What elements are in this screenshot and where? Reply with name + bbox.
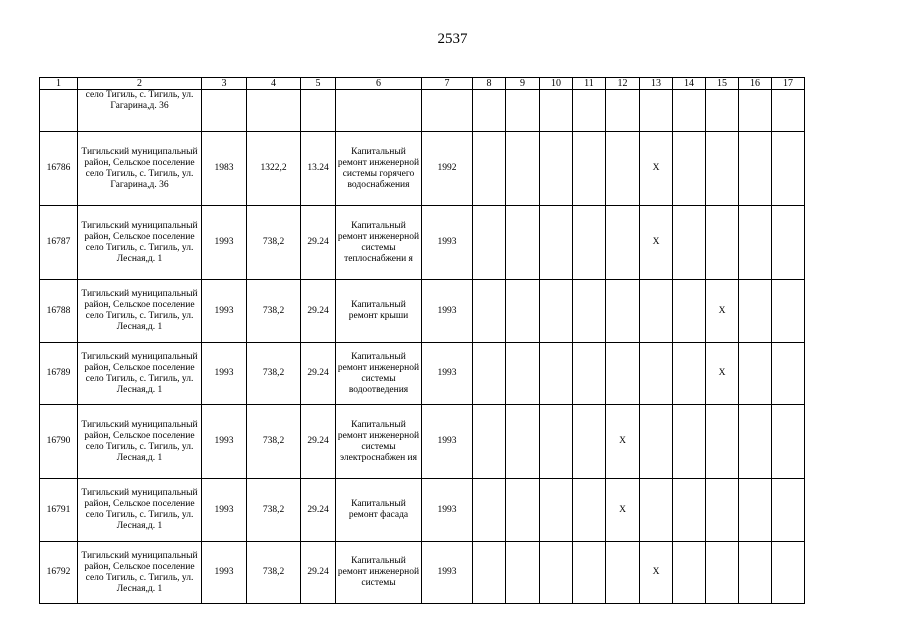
table-row (40, 132, 805, 206)
column-header: 11 (573, 78, 606, 90)
table-row (40, 206, 805, 280)
cell-empty (673, 90, 706, 132)
cell-empty (772, 280, 805, 343)
cell-mark: X (606, 479, 640, 542)
cell-empty (40, 90, 78, 132)
cell-empty (673, 206, 706, 280)
cell-empty (640, 343, 673, 405)
table-row (40, 479, 805, 542)
cell-empty (540, 280, 573, 343)
cell-year-work: 1993 (422, 206, 473, 280)
cell-empty (573, 405, 606, 479)
cell-year: 1993 (202, 542, 247, 604)
cell-empty (540, 132, 573, 206)
cell-empty (473, 280, 506, 343)
cell-year-work: 1992 (422, 132, 473, 206)
cell-year-work: 1993 (422, 280, 473, 343)
header-row (40, 78, 805, 90)
cell-empty (473, 479, 506, 542)
table-row-partial (40, 90, 805, 132)
cell-empty (739, 280, 772, 343)
cell-empty (573, 542, 606, 604)
cell-id: 16787 (40, 206, 78, 280)
cell-work-type: Капитальный ремонт фасада (336, 479, 422, 542)
cell-year-work: 1993 (422, 405, 473, 479)
cell-value: 29.24 (301, 206, 336, 280)
cell-address: Тигильский муниципальный район, Сельское поселение село Тигиль, с. Тигиль, ул. Лесная,д. 1 (78, 280, 202, 343)
cell-address: Тигильский муниципальный район, Сельское поселение село Тигиль, с. Тигиль, ул. Лесная,д. 1 (78, 405, 202, 479)
column-header: 6 (336, 78, 422, 90)
cell-empty (739, 132, 772, 206)
cell-empty (540, 206, 573, 280)
cell-empty (706, 479, 739, 542)
cell-empty (772, 479, 805, 542)
cell-year: 1993 (202, 206, 247, 280)
cell-empty (606, 343, 640, 405)
cell-empty (606, 132, 640, 206)
cell-empty (202, 90, 247, 132)
cell-empty (772, 90, 805, 132)
data-table (39, 77, 805, 604)
column-header: 16 (739, 78, 772, 90)
cell-empty (706, 90, 739, 132)
table-row (40, 542, 805, 604)
cell-work-type: Капитальный ремонт инженерной системы (336, 542, 422, 604)
cell-empty (506, 206, 540, 280)
table-body (40, 78, 805, 604)
cell-empty (506, 479, 540, 542)
cell-empty (706, 405, 739, 479)
cell-empty (706, 132, 739, 206)
cell-empty (540, 343, 573, 405)
cell-mark: X (706, 343, 739, 405)
cell-id: 16788 (40, 280, 78, 343)
cell-empty (606, 280, 640, 343)
cell-empty (247, 90, 301, 132)
cell-year: 1993 (202, 479, 247, 542)
cell-empty (640, 479, 673, 542)
cell-year: 1983 (202, 132, 247, 206)
cell-year-work: 1993 (422, 479, 473, 542)
column-header: 13 (640, 78, 673, 90)
cell-area: 738,2 (247, 206, 301, 280)
cell-empty (540, 405, 573, 479)
cell-area: 738,2 (247, 405, 301, 479)
cell-value: 29.24 (301, 542, 336, 604)
cell-mark: X (640, 206, 673, 280)
table-row (40, 343, 805, 405)
cell-work-type: Капитальный ремонт инженерной системы электроснабжен ия (336, 405, 422, 479)
cell-empty (640, 405, 673, 479)
cell-id: 16789 (40, 343, 78, 405)
cell-mark: X (606, 405, 640, 479)
cell-value: 29.24 (301, 280, 336, 343)
cell-empty (473, 206, 506, 280)
cell-empty (673, 280, 706, 343)
column-header: 17 (772, 78, 805, 90)
cell-empty (540, 479, 573, 542)
cell-area: 1322,2 (247, 132, 301, 206)
cell-empty (506, 132, 540, 206)
cell-empty (473, 542, 506, 604)
column-header: 10 (540, 78, 573, 90)
cell-empty (673, 343, 706, 405)
cell-empty (673, 132, 706, 206)
cell-value: 29.24 (301, 343, 336, 405)
column-header: 5 (301, 78, 336, 90)
cell-empty (540, 90, 573, 132)
cell-empty (506, 90, 540, 132)
column-header: 8 (473, 78, 506, 90)
cell-area: 738,2 (247, 542, 301, 604)
cell-value: 29.24 (301, 405, 336, 479)
page-number: 2537 (437, 31, 468, 47)
cell-empty (506, 405, 540, 479)
cell-empty (573, 90, 606, 132)
cell-empty (673, 542, 706, 604)
table-row (40, 280, 805, 343)
cell-year-work: 1993 (422, 542, 473, 604)
cell-address: Тигильский муниципальный район, Сельское поселение село Тигиль, с. Тигиль, ул. Гагарина,д. 36 (78, 132, 202, 206)
cell-area: 738,2 (247, 280, 301, 343)
column-header: 4 (247, 78, 301, 90)
cell-year: 1993 (202, 343, 247, 405)
cell-empty (673, 405, 706, 479)
column-header: 2 (78, 78, 202, 90)
cell-empty (739, 479, 772, 542)
cell-empty (473, 90, 506, 132)
cell-empty (739, 343, 772, 405)
column-header: 1 (40, 78, 78, 90)
cell-empty (706, 206, 739, 280)
cell-empty (640, 280, 673, 343)
column-header: 3 (202, 78, 247, 90)
cell-id: 16786 (40, 132, 78, 206)
cell-empty (739, 542, 772, 604)
cell-address: Тигильский муниципальный район, Сельское поселение село Тигиль, с. Тигиль, ул. Лесная,д. 1 (78, 343, 202, 405)
cell-empty (336, 90, 422, 132)
cell-empty (573, 343, 606, 405)
cell-empty (473, 405, 506, 479)
cell-address: Тигильский муниципальный район, Сельское поселение село Тигиль, с. Тигиль, ул. Лесная,д. 1 (78, 542, 202, 604)
cell-empty (739, 206, 772, 280)
cell-empty (573, 280, 606, 343)
cell-id: 16790 (40, 405, 78, 479)
cell-empty (301, 90, 336, 132)
cell-empty (606, 206, 640, 280)
cell-empty (739, 90, 772, 132)
cell-empty (573, 479, 606, 542)
cell-id: 16792 (40, 542, 78, 604)
cell-work-type: Капитальный ремонт инженерной системы теплоснабжени я (336, 206, 422, 280)
cell-empty (473, 132, 506, 206)
cell-id: 16791 (40, 479, 78, 542)
cell-address: село Тигиль, с. Тигиль, ул. Гагарина,д. 36 (78, 90, 202, 132)
cell-empty (506, 542, 540, 604)
cell-empty (640, 90, 673, 132)
cell-empty (573, 132, 606, 206)
cell-empty (739, 405, 772, 479)
cell-empty (772, 405, 805, 479)
cell-address: Тигильский муниципальный район, Сельское поселение село Тигиль, с. Тигиль, ул. Лесная,д. 1 (78, 479, 202, 542)
cell-empty (573, 206, 606, 280)
cell-address: Тигильский муниципальный район, Сельское поселение село Тигиль, с. Тигиль, ул. Лесная,д. 1 (78, 206, 202, 280)
cell-empty (506, 343, 540, 405)
cell-value: 29.24 (301, 479, 336, 542)
cell-mark: X (640, 542, 673, 604)
cell-mark: X (640, 132, 673, 206)
cell-work-type: Капитальный ремонт инженерной системы горячего водоснабжения (336, 132, 422, 206)
cell-empty (772, 542, 805, 604)
column-header: 7 (422, 78, 473, 90)
column-header: 9 (506, 78, 540, 90)
cell-empty (473, 343, 506, 405)
cell-work-type: Капитальный ремонт инженерной системы водоотведения (336, 343, 422, 405)
cell-work-type: Капитальный ремонт крыши (336, 280, 422, 343)
column-header: 15 (706, 78, 739, 90)
column-header: 12 (606, 78, 640, 90)
cell-empty (673, 479, 706, 542)
cell-empty (772, 343, 805, 405)
cell-area: 738,2 (247, 479, 301, 542)
table-row (40, 405, 805, 479)
cell-empty (506, 280, 540, 343)
cell-empty (772, 132, 805, 206)
cell-area: 738,2 (247, 343, 301, 405)
cell-empty (606, 90, 640, 132)
cell-value: 13.24 (301, 132, 336, 206)
cell-mark: X (706, 280, 739, 343)
cell-year-work: 1993 (422, 343, 473, 405)
cell-empty (422, 90, 473, 132)
cell-empty (540, 542, 573, 604)
cell-empty (772, 206, 805, 280)
cell-empty (606, 542, 640, 604)
column-header: 14 (673, 78, 706, 90)
cell-empty (706, 542, 739, 604)
cell-year: 1993 (202, 405, 247, 479)
cell-year: 1993 (202, 280, 247, 343)
